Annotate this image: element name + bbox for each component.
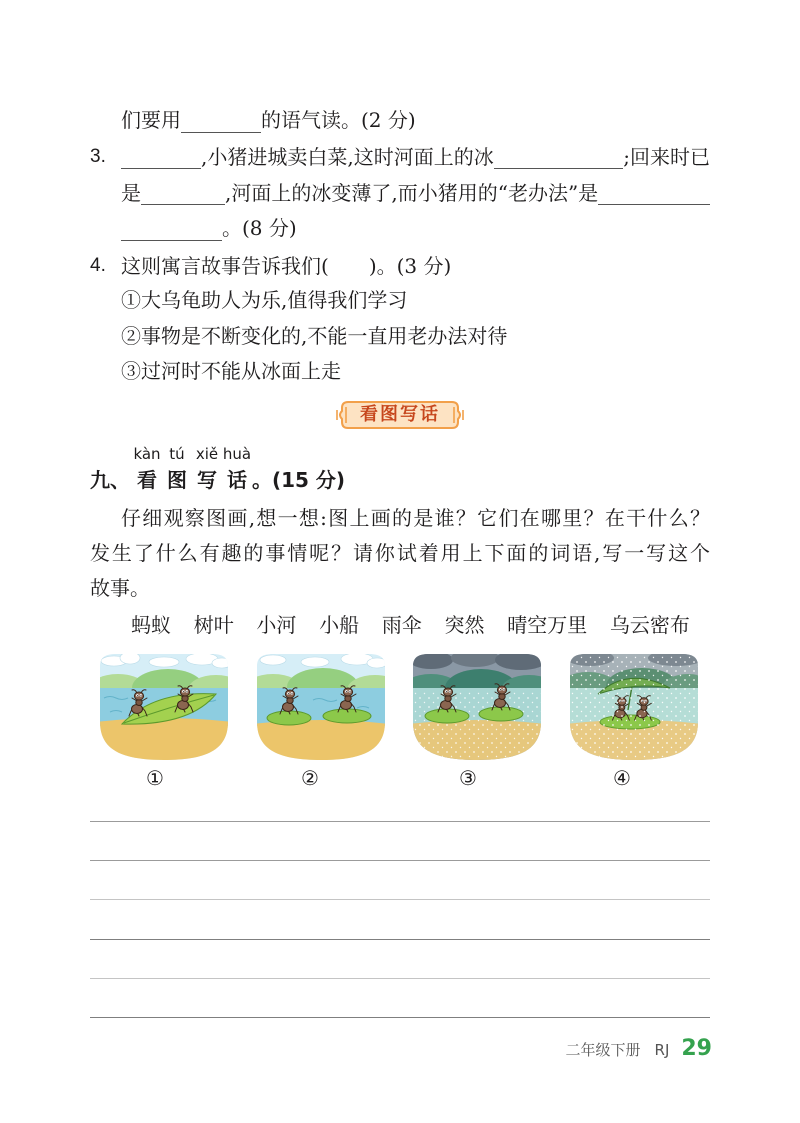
word-bank-item: 小河 <box>256 613 297 637</box>
picture-4 <box>566 650 702 762</box>
word-bank-item: 乌云密布 <box>609 613 690 637</box>
rain-drops <box>566 650 702 762</box>
writing-line <box>90 860 710 861</box>
pinyin-tu: tú <box>169 445 185 463</box>
picture-1 <box>96 650 232 762</box>
q3-segment-1: ,小猪进城卖白菜,这时河面上的冰 <box>201 145 494 169</box>
word-bank-item: 突然 <box>444 613 485 637</box>
question-4-stem <box>90 252 710 280</box>
footer-edition: RJ <box>654 1041 670 1059</box>
q2-answer-blank <box>181 109 261 133</box>
writing-line <box>90 899 710 900</box>
page-footer <box>566 1036 713 1066</box>
section-9-pinyin <box>90 444 252 464</box>
q3-answer-blank-1 <box>121 145 201 169</box>
question-3-line-2 <box>90 179 710 207</box>
q2-text-after-blank: 的语气读。(2 分) <box>261 108 416 132</box>
word-bank-item: 小船 <box>319 613 360 637</box>
sand-bank <box>96 718 232 762</box>
writing-line <box>90 821 710 822</box>
picture-label-1: ① <box>146 766 164 790</box>
q3-segment-4: ,河面上的冰变薄了,而小猪用的“老办法”是 <box>225 181 599 205</box>
prompt-line-2: 发生了什么有趣的事情呢？请你试着用上下面的词语,写一写这个 <box>90 541 710 565</box>
title-char-3: 写 <box>197 468 217 492</box>
title-char-1: 看 <box>137 468 157 492</box>
q3-segment-5: 。(8 分) <box>222 216 297 240</box>
q2-text-before-blank: 们要用 <box>121 108 181 132</box>
writing-line <box>90 1017 710 1018</box>
sand-bank <box>253 720 389 762</box>
pinyin-kan: kàn <box>133 445 161 463</box>
q3-answer-blank-4 <box>598 181 710 205</box>
writing-line <box>90 978 710 979</box>
section-9-heading <box>90 466 345 494</box>
q4-stem-before-bracket: 这则寓言故事告诉我们( <box>121 254 329 278</box>
section-9-number: 九、 <box>90 468 130 492</box>
q4-option-2: ②事物是不断变化的,不能一直用老办法对待 <box>121 324 508 348</box>
picture-label-2: ② <box>301 766 319 790</box>
word-bank-item: 晴空万里 <box>507 613 588 637</box>
q4-option-3: ③过河时不能从冰面上走 <box>121 359 341 383</box>
picture-label-4: ④ <box>613 766 631 790</box>
q3-answer-blank-5 <box>121 217 222 241</box>
picture-2 <box>253 650 389 762</box>
picture-3 <box>409 650 545 762</box>
q3-number: 3. <box>90 146 106 167</box>
word-bank <box>131 611 690 639</box>
title-char-2: 图 <box>167 468 187 492</box>
footer-grade: 二年级下册 <box>565 1041 641 1059</box>
picture-label-3: ③ <box>459 766 477 790</box>
page-number: 29 <box>681 1036 712 1061</box>
q3-segment-3: 是 <box>121 181 141 205</box>
pinyin-hua: huà <box>222 445 252 463</box>
q4-number: 4. <box>90 255 106 276</box>
title-char-4: 话 <box>227 468 247 492</box>
q3-answer-blank-2 <box>494 145 624 169</box>
writing-line <box>90 939 710 940</box>
prompt-line-3: 故事。 <box>90 576 150 600</box>
section-9-score: 。(15 分) <box>252 468 346 492</box>
question-2-continuation <box>90 106 710 134</box>
word-bank-item: 雨伞 <box>381 613 422 637</box>
question-3-line-3 <box>90 214 710 242</box>
rain-drops <box>409 690 545 762</box>
prompt-line-1: 仔细观察图画,想一想:图上画的是谁？它们在哪里？在干什么？ <box>121 506 710 530</box>
q3-answer-blank-3 <box>141 181 225 205</box>
pinyin-xie: xiě <box>195 445 219 463</box>
q4-stem-after-bracket: )。(3 分) <box>368 254 452 278</box>
word-bank-item: 树叶 <box>193 613 234 637</box>
q3-segment-2: ;回来时已 <box>623 145 710 169</box>
q4-option-1: ①大乌龟助人为乐,值得我们学习 <box>121 288 408 312</box>
banner-label: 看图写话 <box>360 404 440 425</box>
word-bank-item: 蚂蚁 <box>131 613 171 637</box>
section-banner <box>336 399 464 431</box>
question-3-line-1 <box>90 143 710 171</box>
